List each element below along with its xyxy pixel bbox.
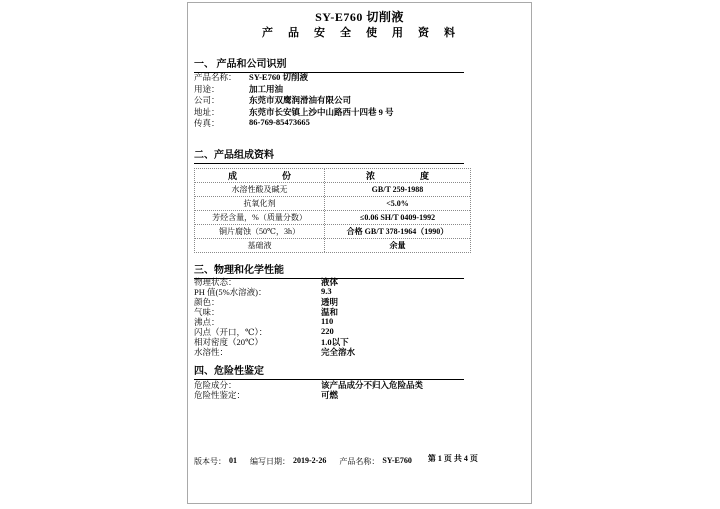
field-value: 可燃: [321, 390, 339, 400]
field-row: [194, 94, 525, 106]
field-value: 110: [321, 316, 334, 326]
document-page: [187, 2, 532, 504]
table-row: [195, 196, 470, 210]
table-row: [195, 182, 470, 196]
field-row: [194, 316, 525, 326]
footer-label: 产品名称：: [339, 457, 380, 466]
field-value: SY-E760 切削液: [249, 72, 308, 82]
table-cell-component: 基础液: [195, 239, 325, 252]
table-cell-component: 芳烃含量，%（质量分数）: [195, 211, 325, 224]
field-label: 公司：: [194, 95, 220, 105]
field-row: [194, 389, 525, 399]
table-cell-concentration: 余量: [389, 241, 406, 250]
composition-table: [194, 168, 471, 253]
page-title: SY-E760 切削液: [315, 10, 404, 24]
field-value: 完全溶水: [321, 347, 356, 357]
field-label: 危险成分：: [194, 380, 237, 390]
footer-value: SY-E760: [382, 456, 412, 465]
field-row: [194, 306, 525, 316]
table-cell-concentration: ≤0.06 SH/T 0409-1992: [359, 213, 436, 222]
field-label: 物理状态：: [194, 277, 237, 287]
field-row: [194, 326, 525, 336]
field-label: 闪点（开口，℃）：: [194, 327, 268, 337]
field-row: [194, 106, 525, 118]
field-row: [194, 379, 525, 389]
field-label: 相对密度（20℃）: [194, 337, 264, 347]
field-value: 温和: [321, 307, 339, 317]
footer-label: 版本号：: [194, 457, 226, 466]
field-value: 东莞市双鹰润滑油有限公司: [249, 95, 352, 105]
page-footer: [194, 453, 478, 467]
footer-date: [250, 456, 326, 467]
table-row: [195, 210, 470, 224]
table-header-concentration: 浓 度: [365, 171, 429, 181]
field-value: 东莞市长安镇上沙中山路西十四巷 9 号: [249, 106, 394, 117]
page-subtitle: 产 品 安 全 使 用 资 料: [262, 27, 457, 39]
field-value: 加工用油: [249, 83, 284, 94]
field-row: [194, 336, 525, 346]
table-cell-concentration: <5.0%: [386, 199, 409, 208]
field-label: 产品名称：: [194, 72, 237, 82]
footer-label: 编写日期：: [250, 457, 290, 466]
field-row: [194, 83, 525, 95]
table-cell-concentration: GB/T 259-1988: [371, 185, 424, 194]
field-row: [194, 71, 525, 83]
field-row: [194, 346, 525, 356]
field-label: 气味：: [194, 307, 220, 317]
table-header-row: [195, 169, 470, 182]
field-row: [194, 276, 525, 286]
section-2-heading: 二、产品组成资料: [194, 146, 464, 164]
footer-value: 01: [229, 456, 237, 465]
table-cell-component: 铜片腐蚀（50℃，3h）: [195, 225, 325, 238]
field-label: 传真：: [194, 118, 220, 128]
field-row: [194, 117, 525, 129]
field-value: 液体: [321, 277, 339, 287]
section-1-fields: [194, 71, 525, 129]
field-label: 用途：: [194, 83, 220, 94]
field-value: 9.3: [321, 286, 332, 296]
section-4-heading: 四、危险性鉴定: [194, 362, 464, 380]
table-row: [195, 224, 470, 238]
section-3-fields: [194, 276, 525, 356]
field-value: 透明: [321, 297, 339, 307]
field-row: [194, 286, 525, 296]
footer-version: [194, 456, 237, 467]
field-value: 该产品成分不归入危险品类: [321, 380, 424, 390]
field-label: PH 值(5%水溶液)：: [194, 287, 267, 297]
section-3-heading: 三、物理和化学性能: [194, 261, 464, 279]
field-value: 220: [321, 326, 334, 336]
table-row: [195, 238, 470, 252]
field-label: 沸点：: [194, 317, 220, 327]
footer-page-number: [425, 453, 478, 464]
footer-product-name: [339, 456, 412, 467]
field-value: 86-769-85473665: [249, 117, 310, 127]
table-cell-component: 水溶性酸及碱无: [195, 183, 325, 196]
field-label: 水溶性：: [194, 347, 229, 357]
table-cell-concentration: 合格 GB/T 378-1964（1990）: [346, 227, 449, 236]
section-1-heading: 一、 产品和公司识别: [194, 55, 464, 73]
field-label: 颜色：: [194, 297, 220, 307]
field-label: 危险性鉴定：: [194, 390, 246, 400]
field-value: 1.0以下: [321, 337, 349, 347]
table-cell-component: 抗氧化剂: [195, 197, 325, 210]
footer-value: 第 1 页 共 4 页: [427, 454, 478, 463]
field-row: [194, 296, 525, 306]
section-4-fields: [194, 379, 525, 399]
footer-value: 2019-2-26: [293, 456, 327, 465]
table-header-component: 成 份: [195, 169, 325, 182]
field-label: 地址：: [194, 106, 220, 117]
